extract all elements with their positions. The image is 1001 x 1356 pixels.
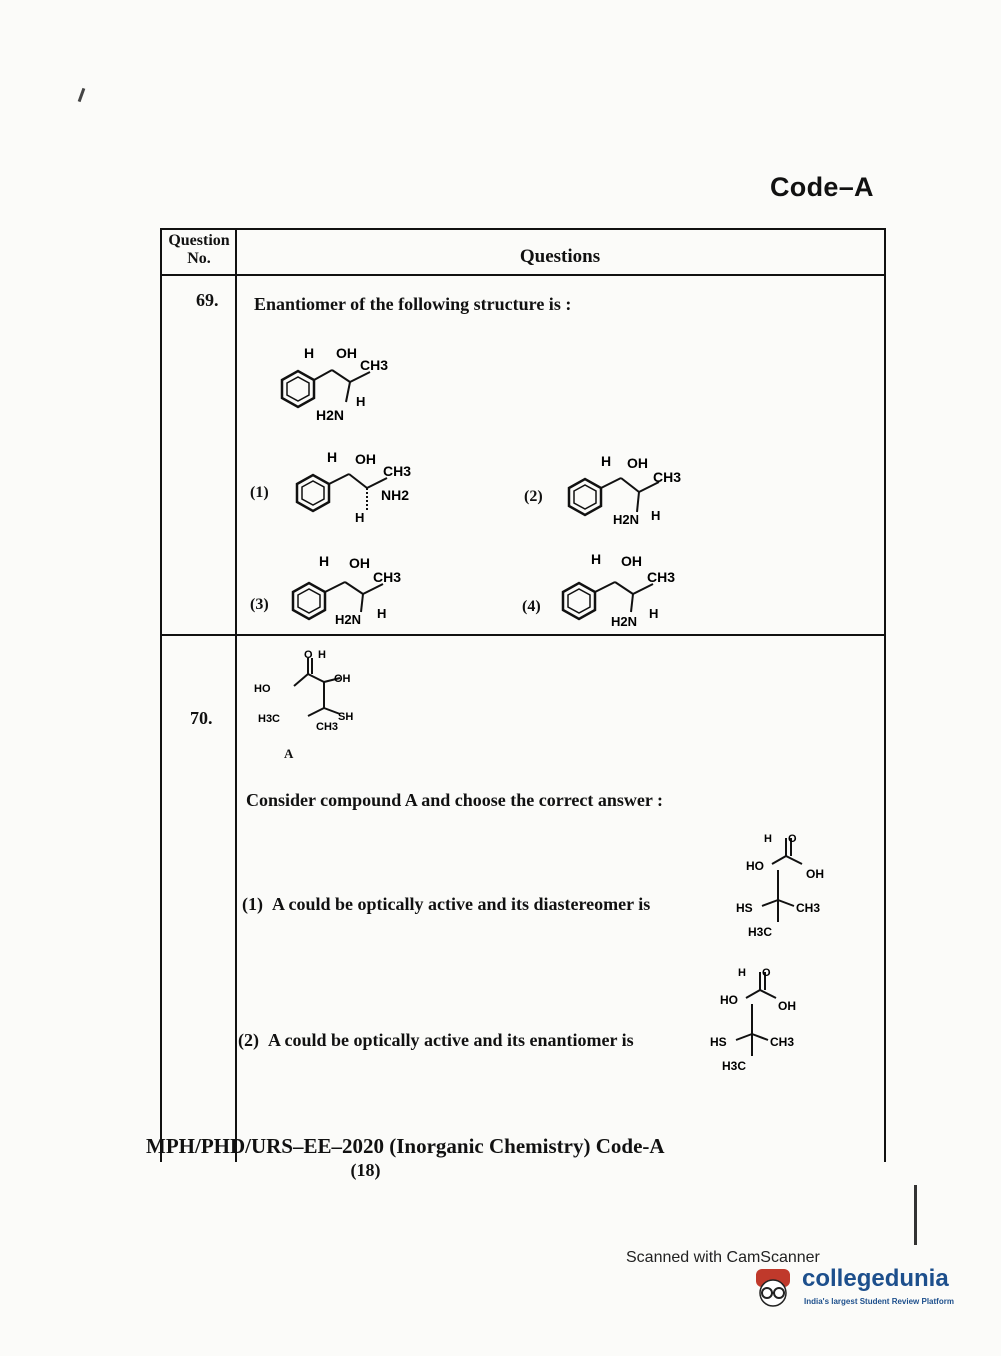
q70-option-2-text bbox=[238, 1030, 634, 1051]
question-69-number: 69. bbox=[196, 290, 219, 310]
brand-name: collegedunia bbox=[802, 1265, 949, 1292]
question-table bbox=[160, 228, 886, 1162]
svg-text:HS: HS bbox=[736, 901, 753, 915]
svg-text:H: H bbox=[355, 510, 365, 525]
scan-edge-mark bbox=[914, 1185, 917, 1245]
svg-text:H: H bbox=[327, 449, 338, 465]
svg-text:HO: HO bbox=[746, 859, 764, 873]
q69-option-2-structure bbox=[557, 452, 707, 532]
svg-text:OH: OH bbox=[334, 673, 351, 685]
q69-option-4-structure bbox=[555, 546, 705, 628]
svg-text:NH2: NH2 bbox=[381, 487, 410, 503]
svg-text:H: H bbox=[318, 649, 326, 661]
svg-text:CH3: CH3 bbox=[383, 463, 412, 479]
svg-text:OH: OH bbox=[355, 451, 376, 467]
q69-option-2-label: (2) bbox=[524, 488, 543, 505]
svg-text:HO: HO bbox=[254, 683, 271, 695]
compound-a-label: A bbox=[284, 746, 294, 761]
svg-text:H: H bbox=[738, 967, 746, 979]
svg-text:HS: HS bbox=[710, 1035, 727, 1049]
q69-option-3-structure bbox=[287, 548, 437, 628]
code-label: Code–A bbox=[770, 172, 874, 202]
q69-option-1-label: (1) bbox=[250, 484, 269, 501]
svg-text:CH3: CH3 bbox=[360, 357, 389, 373]
q70-option-1-structure bbox=[734, 830, 854, 942]
questions-header: Questions bbox=[519, 246, 601, 267]
q70-compound-a-structure bbox=[252, 646, 372, 754]
svg-text:H: H bbox=[304, 345, 315, 361]
q70-option-2-structure bbox=[708, 964, 828, 1076]
svg-text:O: O bbox=[762, 967, 771, 979]
footer-title: MPH/PHD/URS–EE–2020 (Inorganic Chemistry) Code-A bbox=[146, 1134, 665, 1158]
student-mascot-icon bbox=[750, 1267, 798, 1311]
question-no-header: Question No. bbox=[168, 232, 230, 267]
row-divider bbox=[162, 634, 884, 636]
question-69-text: Enantiomer of the following structure is : bbox=[254, 294, 572, 314]
q70-option-1-label: (1) bbox=[242, 894, 263, 914]
collegedunia-logo bbox=[750, 1265, 970, 1315]
svg-text:O: O bbox=[788, 833, 797, 845]
svg-text:HO: HO bbox=[720, 993, 738, 1007]
svg-text:H: H bbox=[651, 508, 661, 523]
svg-text:H2N: H2N bbox=[611, 614, 638, 628]
q70-option-1-text bbox=[242, 894, 650, 915]
q70-option-2-statement: A could be optically active and its enantiomer is bbox=[268, 1030, 634, 1050]
question-70-text: Consider compound A and choose the correct answer : bbox=[246, 790, 664, 810]
svg-text:CH3: CH3 bbox=[316, 721, 339, 733]
svg-text:SH: SH bbox=[338, 711, 354, 723]
q69-structure bbox=[254, 340, 404, 430]
svg-text:H: H bbox=[649, 606, 659, 621]
brand-tagline: India's largest Student Review Platform bbox=[804, 1297, 954, 1306]
svg-text:H: H bbox=[764, 833, 772, 845]
q69-option-1-structure bbox=[287, 448, 437, 528]
svg-text:OH: OH bbox=[778, 999, 796, 1013]
q70-option-2-label: (2) bbox=[238, 1030, 259, 1050]
svg-text:H: H bbox=[377, 606, 387, 621]
svg-text:OH: OH bbox=[621, 553, 642, 569]
svg-text:CH3: CH3 bbox=[647, 569, 676, 585]
svg-text:H: H bbox=[319, 553, 330, 569]
svg-text:CH3: CH3 bbox=[653, 469, 682, 485]
svg-text:H2N: H2N bbox=[335, 612, 362, 627]
svg-text:H: H bbox=[591, 551, 602, 567]
svg-text:H3C: H3C bbox=[258, 713, 281, 725]
svg-text:CH3: CH3 bbox=[796, 901, 821, 915]
svg-text:H3C: H3C bbox=[722, 1059, 747, 1073]
scan-mark bbox=[78, 88, 86, 102]
q69-option-3-label: (3) bbox=[250, 596, 269, 613]
column-divider bbox=[235, 230, 237, 1162]
q69-option-4-label: (4) bbox=[522, 598, 541, 615]
svg-text:OH: OH bbox=[336, 345, 357, 361]
svg-text:OH: OH bbox=[627, 455, 648, 471]
q70-option-1-statement: A could be optically active and its diastereomer is bbox=[272, 894, 651, 914]
question-70-number: 70. bbox=[190, 708, 213, 728]
svg-text:H3C: H3C bbox=[748, 925, 773, 939]
svg-text:H2N: H2N bbox=[613, 512, 640, 527]
svg-text:CH3: CH3 bbox=[770, 1035, 795, 1049]
svg-text:CH3: CH3 bbox=[373, 569, 402, 585]
svg-text:H: H bbox=[356, 394, 366, 409]
svg-text:H: H bbox=[601, 453, 612, 469]
svg-text:H2N: H2N bbox=[316, 407, 345, 423]
scanned-with-text: Scanned with CamScanner bbox=[626, 1249, 820, 1266]
svg-text:OH: OH bbox=[349, 555, 370, 571]
header-divider bbox=[162, 274, 884, 276]
svg-text:OH: OH bbox=[806, 867, 824, 881]
page-number: (18) bbox=[350, 1160, 381, 1180]
svg-text:O: O bbox=[304, 649, 313, 661]
